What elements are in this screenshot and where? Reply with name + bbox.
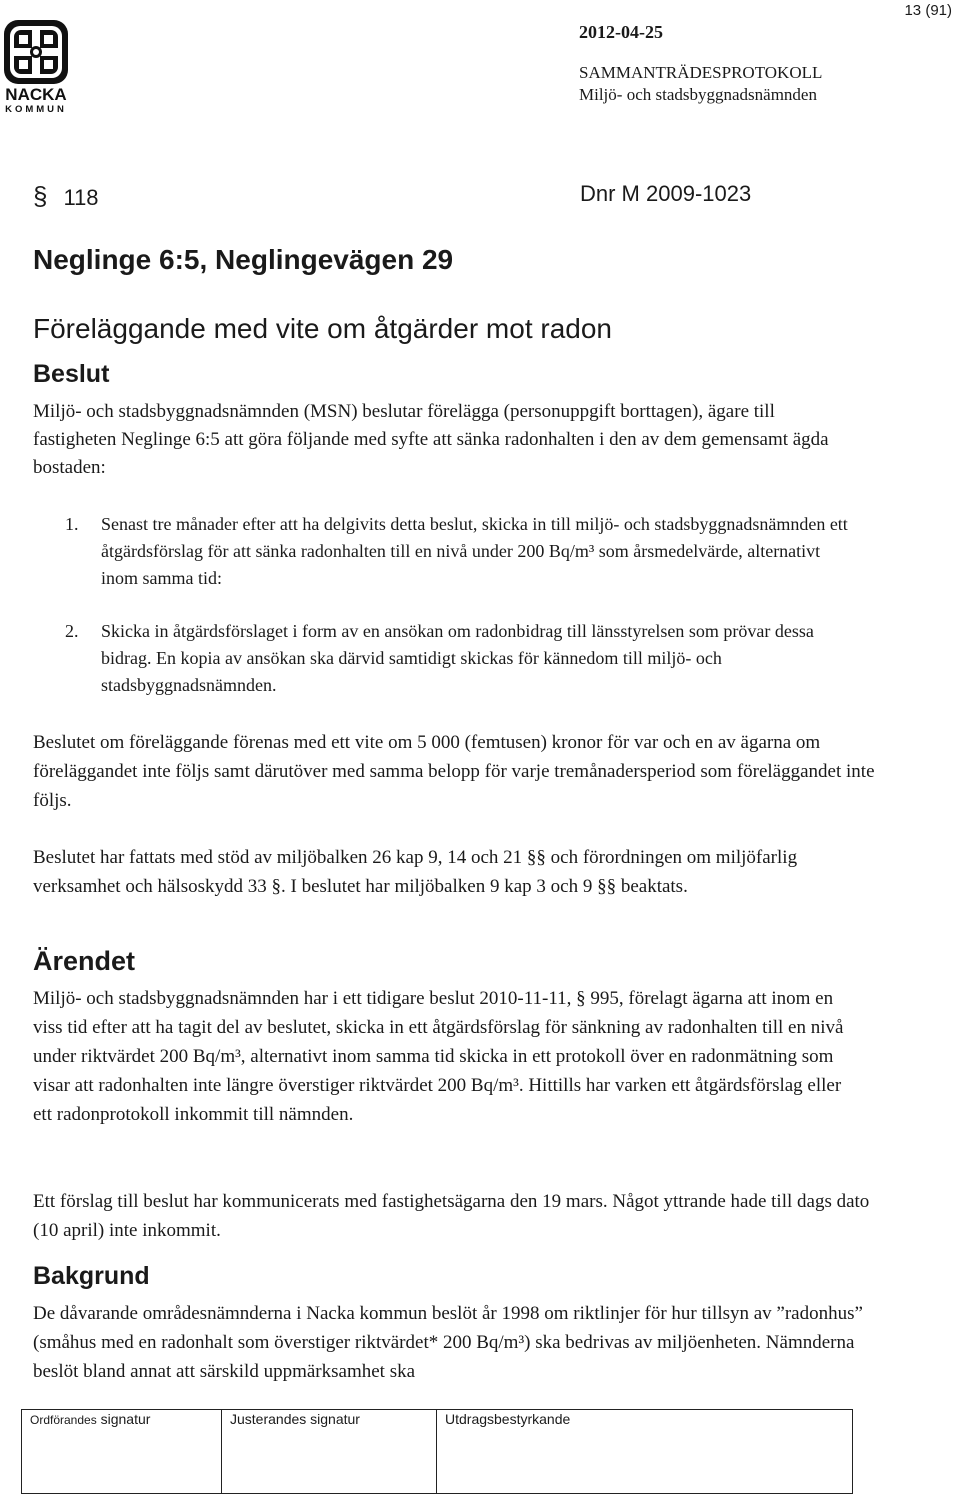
subject-title: Föreläggande med vite om åtgärder mot radon: [33, 313, 612, 344]
matter-heading: Ärendet: [33, 946, 136, 976]
section-number: 118: [63, 185, 99, 210]
legal-basis-paragraph: Beslutet har fattats med stöd av miljöbalken 26 kap 9, 14 och 21 §§ och förordningen om miljöfarlig verksamhet och hälsoskydd 33 §. I beslutet har miljöbalken 9 kap 3 och 9 §§ beaktats.: [33, 847, 798, 897]
extract-certification-cell: [437, 1410, 852, 1493]
fine-paragraph: Beslutet om föreläggande förenas med ett vite om 5 000 (femtusen) kronor för var och en av ägarna om föreläggandet inte följs samt därutöver med samma belopp för varje tremånadersperiod som föreläggandet inte följs.: [33, 732, 875, 811]
chair-signature-label-prefix: Ordförandes: [30, 1413, 97, 1427]
list-text: Skicka in åtgärdsförslaget i form av en ansökan om radonbidrag till länsstyrelsen som prövar dessa bidrag. En kopia av ansökan ska därvid samtidigt skickas för kännedom till miljö- och stadsbyggnadsnämnden.: [101, 621, 814, 695]
decision-heading: Beslut: [33, 360, 110, 388]
coat-of-arms-icon: [2, 18, 70, 114]
property-title: Neglinge 6:5, Neglingevägen 29: [33, 244, 454, 275]
section-mark: [33, 181, 99, 212]
list-item: [65, 618, 855, 699]
document-meta: [579, 22, 822, 105]
page-number: 13 (91): [904, 2, 952, 19]
extract-certification-label: Utdragsbestyrkande: [445, 1411, 571, 1427]
board-name: Miljö- och stadsbyggnadsnämnden: [579, 85, 817, 104]
list-number: 2.: [65, 621, 79, 641]
list-number: 1.: [65, 514, 79, 534]
case-number: Dnr M 2009-1023: [580, 181, 752, 206]
decision-intro: Miljö- och stadsbyggnadsnämnden (MSN) beslutar förelägga (personuppgift borttagen), ägare till fastigheten Neglinge 6:5 att göra följande med syfte att sänka radonhalten i den av dem gemensamt ägda bostaden:: [33, 401, 829, 478]
background-heading: Bakgrund: [33, 1262, 150, 1290]
list-text: Senast tre månader efter att ha delgivits detta beslut, skicka in till miljö- och stadsbyggnadsnämnden ett åtgärdsförslag för att sänka radonhalten till en nivå under 200 Bq/m³ som årsmedelvärde, alternativt inom samma tid:: [101, 514, 848, 588]
nacka-kommun-logo: [2, 18, 70, 114]
matter-paragraph: Miljö- och stadsbyggnadsnämnden har i ett tidigare beslut 2010-11-11, § 995, förelagt ägarna att inom en viss tid efter att ha tagit del av beslutet, skicka in ett åtgärdsförslag för sänkning av radonhalten till en nivå under riktvärdet 200 Bq/m³, alternativt inom samma tid skicka in ett protokoll över en radonmätning som visar att radonhalten inte längre överstiger riktvärdet 200 Bq/m³. Hittills har varken ett åtgärdsförslag eller ett radonprotokoll inkommit till nämnden.: [33, 988, 844, 1125]
logo-text-kommun: KOMMUN: [5, 104, 67, 114]
signature-table: [21, 1409, 853, 1494]
logo-text-nacka: NACKA: [5, 85, 67, 104]
paragraph-sign: §: [33, 181, 48, 211]
chair-signature-label-suffix: signatur: [100, 1411, 151, 1427]
adjuster-signature-label: Justerandes signatur: [230, 1411, 360, 1427]
document-type: SAMMANTRÄDESPROTOKOLL: [579, 63, 823, 82]
adjuster-signature-cell: [222, 1410, 437, 1493]
proposal-paragraph: Ett förslag till beslut har kommunicerats med fastighetsägarna den 19 mars. Något yttrande hade till dags dato (10 april) inte inkommit.: [33, 1191, 870, 1241]
meeting-date: 2012-04-25: [579, 22, 663, 42]
chair-signature-cell: [22, 1410, 222, 1493]
list-item: [65, 511, 855, 592]
background-paragraph: De dåvarande områdesnämnderna i Nacka kommun beslöt år 1998 om riktlinjer för hur tillsyn av ”radonhus” (småhus med en radonhalt som överstiger riktvärdet* 200 Bq/m³) ska bedrivas av miljöenheten. Nämnderna beslöt bland annat att särskild uppmärksamhet ska: [33, 1303, 863, 1382]
